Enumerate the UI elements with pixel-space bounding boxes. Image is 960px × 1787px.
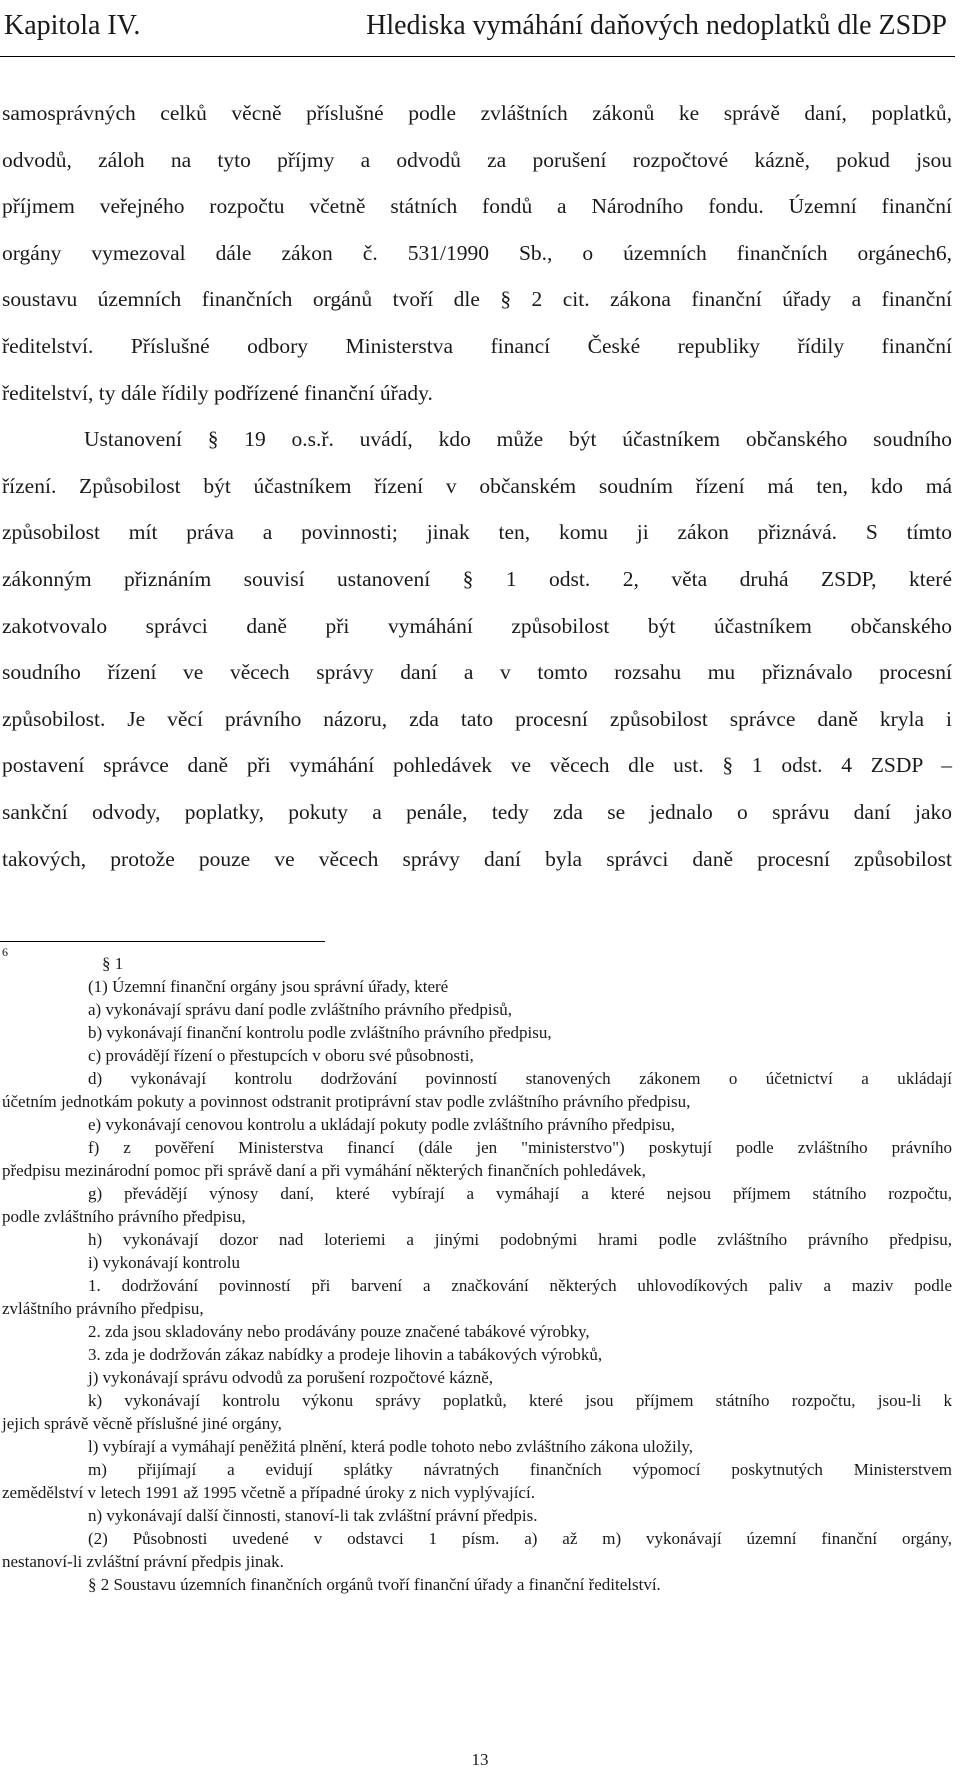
footnote-line: e) vykonávají cenovou kontrolu a ukládají pokuty podle zvláštního právního předpisu, (88, 1115, 675, 1134)
footnote-line: nestanoví-li zvláštní právní předpis jinak. (2, 1552, 284, 1571)
footnote-line: g) převádějí výnosy daní, které vybírají a vymáhají a které nejsou příjmem státního rozpočtu, (88, 1184, 952, 1203)
body-line: Ustanovení § 19 o.s.ř. uvádí, kdo může být účastníkem občanského soudního (84, 427, 952, 452)
footnote-separator (0, 941, 325, 942)
footnote-line: 3. zda je dodržován zákaz nabídky a prodeje lihovin a tabákových výrobků, (88, 1345, 603, 1364)
footnote-line: § 1 (102, 954, 124, 973)
page-number: 13 (471, 1750, 489, 1769)
footnote-line: h) vykonávají dozor nad loteriemi a jinými podobnými hrami podle zvláštního právního předpisu, (88, 1230, 952, 1249)
body-line: odvodů, záloh na tyto příjmy a odvodů za porušení rozpočtové kázně, pokud jsou (2, 147, 952, 172)
footnote-line: § 2 Soustavu územních finančních orgánů tvoří finanční úřady a finanční ředitelství. (88, 1575, 661, 1594)
footnote-line: j) vykonávají správu odvodů za porušení rozpočtové kázně, (88, 1368, 494, 1387)
footnote-number: 6 (2, 945, 8, 959)
body-line: způsobilost mít práva a povinnosti; jinak ten, komu ji zákon přiznává. S tímto (2, 520, 952, 545)
footnote-line: 2. zda jsou skladovány nebo prodávány pouze značené tabákové výrobky, (88, 1322, 590, 1341)
body-text (2, 90, 952, 882)
footnote-line: jejich správě věcně příslušné jiné orgány, (2, 1414, 282, 1433)
body-line: soustavu územních finančních orgánů tvoří dle § 2 cit. zákona finanční úřady a finanční (2, 287, 952, 312)
body-line: soudního řízení ve věcech správy daní a v tomto rozsahu mu přiznávalo procesní (2, 660, 952, 685)
body-line: orgány vymezoval dále zákon č. 531/1990 Sb., o územních finančních orgánech6, (2, 240, 952, 265)
running-header (0, 0, 955, 57)
body-line: takových, protože pouze ve věcech správy daní byla správci daně procesní způsobilost (2, 846, 952, 871)
footnote-line: l) vybírají a vymáhají peněžitá plnění, která podle tohoto nebo zvláštního zákona uložily, (88, 1437, 694, 1456)
footnote (2, 952, 952, 1596)
chapter-label: Kapitola IV. (4, 10, 141, 41)
footnote-line: předpisu mezinárodní pomoc při správě daní a při vymáhání některých finančních pohledávek, (2, 1161, 646, 1180)
footnote-line: k) vykonávají kontrolu výkonu správy poplatků, které jsou příjmem státního rozpočtu, jsou-li k (88, 1391, 952, 1410)
body-line: zákonným přiznáním souvisí ustanovení § 1 odst. 2, věta druhá ZSDP, které (2, 566, 952, 591)
footnote-line: 1. dodržování povinností při barvení a značkování některých uhlovodíkových paliv a maziv podle (88, 1276, 952, 1295)
body-line: samosprávných celků věcně příslušné podle zvláštních zákonů ke správě daní, poplatků, (2, 101, 952, 125)
footnote-line: i) vykonávají kontrolu (88, 1253, 241, 1272)
footnote-line: a) vykonávají správu daní podle zvláštního právního předpisů, (88, 1000, 512, 1019)
footnote-line: c) provádějí řízení o přestupcích v oboru své působnosti, (88, 1046, 474, 1065)
body-line: způsobilost. Je věcí právního názoru, zda tato procesní způsobilost správce daně kryla i (2, 706, 952, 731)
body-line: ředitelství, ty dále řídily podřízené finanční úřady. (2, 380, 433, 405)
body-line: postavení správce daně při vymáhání pohledávek ve věcech dle ust. § 1 odst. 4 ZSDP – (2, 753, 952, 778)
footnote-line: zvláštního právního předpisu, (2, 1299, 204, 1318)
body-line: příjmem veřejného rozpočtu včetně státních fondů a Národního fondu. Územní finanční (2, 194, 952, 219)
footnote-line: (2) Působnosti uvedené v odstavci 1 písm. a) až m) vykonávají územní finanční orgány, (88, 1529, 952, 1548)
footnote-line: f) z pověření Ministerstva financí (dále jen "ministerstvo") poskytují podle zvláštního právního (88, 1138, 952, 1157)
body-line: zakotvovalo správci daně při vymáhání způsobilost být účastníkem občanského (2, 613, 952, 638)
body-line: sankční odvody, poplatky, pokuty a penále, tedy zda se jednalo o správu daní jako (2, 799, 952, 824)
footnote-line: m) přijímají a evidují splátky návratných finančních výpomocí poskytnutých Ministerstvem (88, 1460, 952, 1479)
body-line: ředitelství. Příslušné odbory Ministerstva financí České republiky řídily finanční (2, 333, 952, 358)
footnote-line: zemědělství v letech 1991 až 1995 včetně a případné úroky z nich vyplývající. (2, 1483, 535, 1502)
footnote-line: (1) Územní finanční orgány jsou správní úřady, které (88, 977, 449, 996)
body-line: řízení. Způsobilost být účastníkem řízení v občanském soudním řízení má ten, kdo má (2, 473, 952, 498)
footnote-line: n) vykonávají další činnosti, stanoví-li tak zvláštní právní předpis. (88, 1506, 538, 1525)
footnote-line: d) vykonávají kontrolu dodržování povinností stanovených zákonem o účetnictví a ukládají (88, 1069, 952, 1088)
footnote-line: podle zvláštního právního předpisu, (2, 1207, 246, 1226)
footnote-line: účetním jednotkám pokuty a povinnost odstranit protiprávní stav podle zvláštního právního předpisu, (2, 1092, 691, 1111)
chapter-title: Hlediska vymáhání daňových nedoplatků dle ZSDP (366, 10, 947, 41)
footnote-line: b) vykonávají finanční kontrolu podle zvláštního právního předpisu, (88, 1023, 552, 1042)
